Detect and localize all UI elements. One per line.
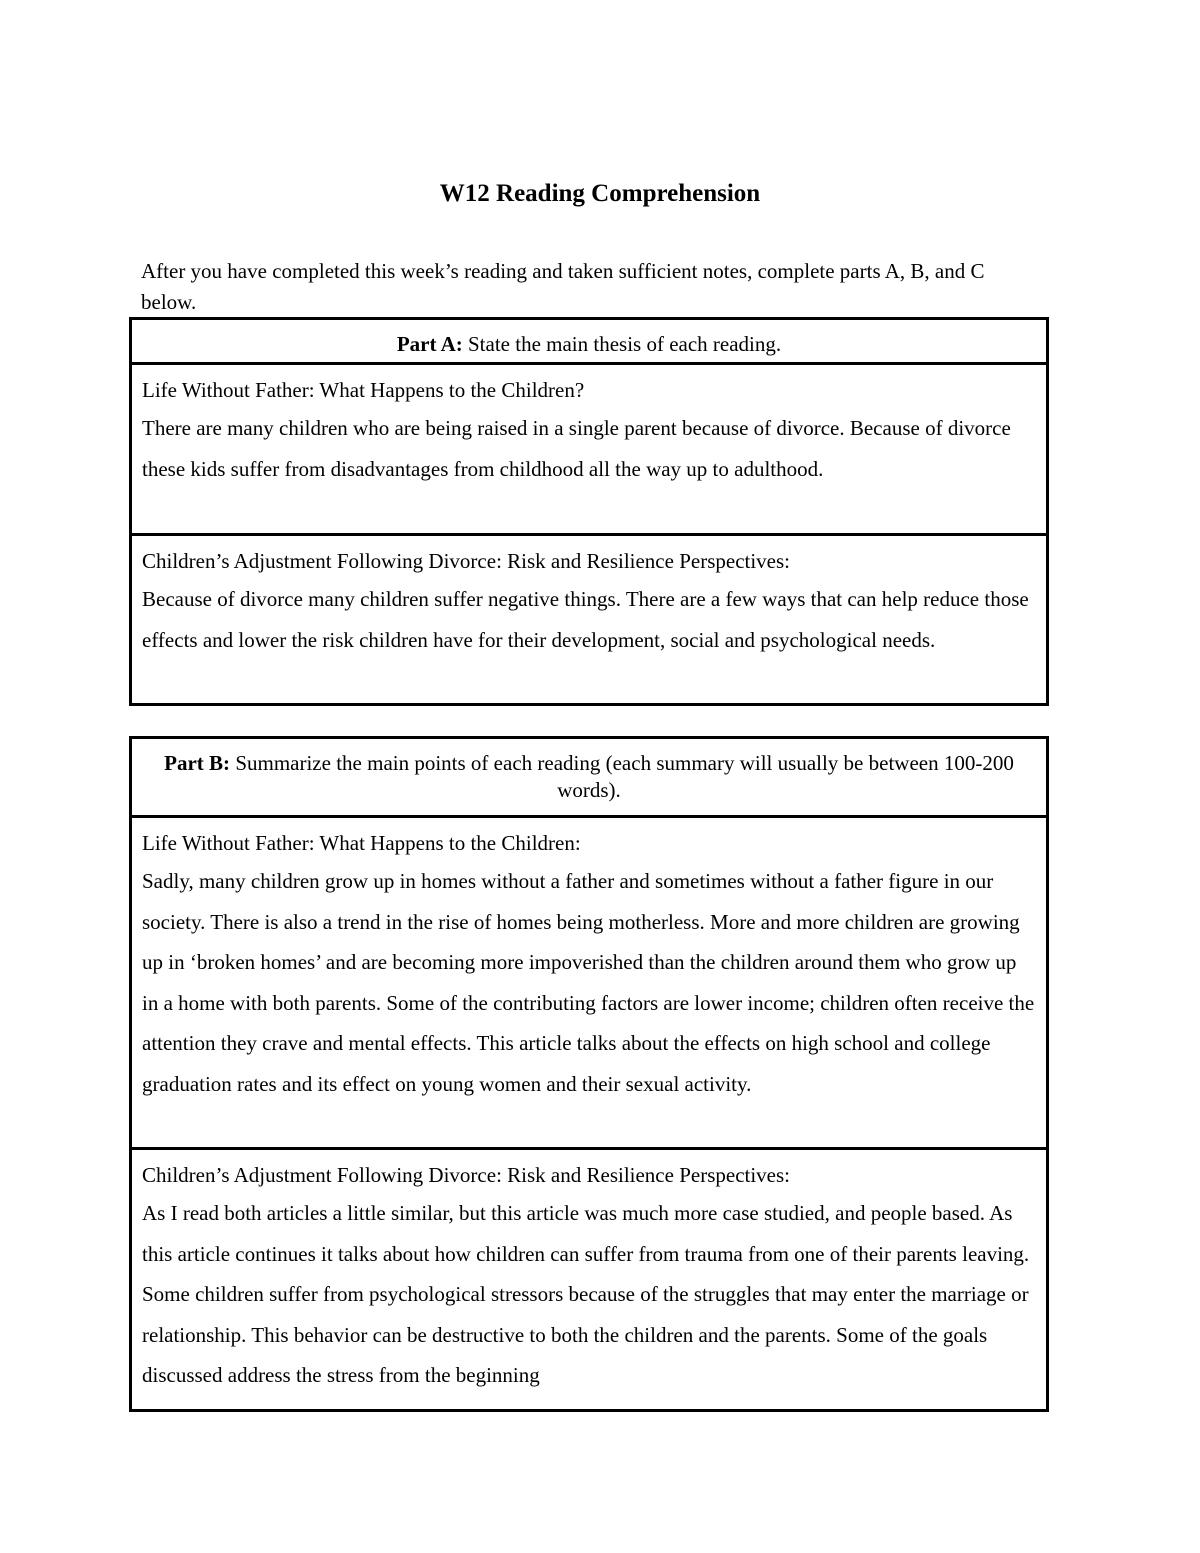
part-b-prompt: Summarize the main points of each reading (each summary will usually be between 100-200 words). [235, 751, 1014, 802]
reading-title: Life Without Father: What Happens to the Children: [142, 831, 581, 855]
reading-title: Children’s Adjustment Following Divorce: Risk and Resilience Perspectives: [142, 1163, 791, 1187]
part-b-header [131, 738, 1048, 817]
part-b-entry-1[interactable] [131, 817, 1048, 1149]
reading-title: Children’s Adjustment Following Divorce: Risk and Resilience Perspectives: [142, 549, 791, 573]
reading-title: Life Without Father: What Happens to the Children? [142, 378, 585, 402]
summary-text: As I read both articles a little similar, but this article was much more case studied, and people based. As this article continues it talks about how children can suffer from trauma from one of their parents leaving. Some children suffer from psychological stressors because of the struggles that may enter the marriage or relationship. This behavior can be destructive to both the children and the parents. Some of the goals discussed address the stress from the beginning [142, 1201, 1030, 1388]
instructions-text: After you have completed this week’s reading and taken sufficient notes, complete parts A, B, and C below. [141, 259, 985, 314]
document-title: W12 Reading Comprehension [439, 180, 761, 207]
thesis-text: Because of divorce many children suffer negative things. There are a few ways that can help reduce those effects and lower the risk children have for their development, social and psychological needs. [142, 587, 1029, 652]
part-a-entry-1[interactable] [131, 364, 1048, 535]
part-b-table [129, 736, 1049, 1412]
summary-text: Sadly, many children grow up in homes without a father and sometimes without a father figure in our society. There is also a trend in the rise of homes being motherless. More and more children are growing up in ‘broken homes’ and are becoming more impoverished than the children around them who grow up in a home with both parents. Some of the contributing factors are lower income; children often receive the attention they crave and mental effects. This article talks about the effects on high school and college graduation rates and its effect on young women and their sexual activity. [142, 869, 1035, 1096]
part-b-entry-2[interactable] [131, 1149, 1048, 1411]
part-a-label: Part A: [396, 332, 463, 356]
part-a-header [131, 319, 1048, 364]
part-a-prompt: State the main thesis of each reading. [468, 332, 782, 356]
part-b-label: Part B: [164, 751, 231, 775]
part-a-table [129, 317, 1049, 706]
part-a-entry-2[interactable] [131, 535, 1048, 705]
thesis-text: There are many children who are being raised in a single parent because of divorce. Because of divorce these kids suffer from disadvantages from childhood all the way up to adulthood. [142, 416, 1011, 481]
